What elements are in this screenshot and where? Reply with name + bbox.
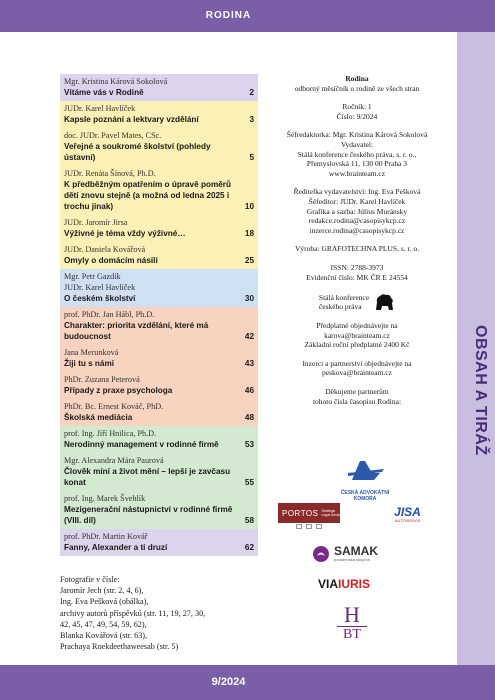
toc-title-row	[64, 114, 254, 125]
toc-author: doc. JUDr. Pavel Mates, CSc.	[64, 131, 162, 140]
toc-title-row	[64, 466, 254, 488]
toc-title-row	[64, 542, 254, 553]
subscription-line: Předplatné objednávejte na	[316, 321, 398, 331]
toc-title-row	[64, 412, 254, 423]
toc-title-row	[64, 504, 254, 526]
issue-number: 9/2024	[211, 676, 246, 688]
ads-email: peskova@brainteam.cz	[321, 368, 392, 378]
credit-line: 42, 45, 47, 49, 54, 59, 62),	[60, 619, 147, 629]
toc-entry	[60, 399, 258, 426]
email-ads: inzerce.rodina@casopisykcp.cz	[309, 225, 405, 235]
ads-line: Inzerci a partnerství objednávejte na	[302, 358, 412, 368]
toc-entry	[60, 453, 258, 491]
viaiuris-part-1: VIA	[318, 577, 339, 591]
samak-tagline: poradenská skupina	[334, 557, 370, 562]
toc-entry	[60, 128, 258, 166]
portos-name: PORTOS	[282, 508, 319, 518]
toc-entry	[60, 307, 258, 345]
toc-title: Mezigenerační nástupnictví v rodinné firmě (VIII. díl)	[64, 505, 233, 525]
chief-editor: Šéfredaktorka: Mgr. Kristina Kárová Sokolová	[286, 130, 428, 140]
toc-title-row	[64, 320, 254, 342]
toc-entry	[60, 372, 258, 399]
toc-page-number: 3	[249, 115, 254, 124]
award-icon	[316, 524, 322, 529]
toc-title: K předběžným opatřením o úpravě poměrů dětí znovu stejně (a možná od ledna 2025 i trochu jinak)	[64, 180, 231, 211]
toc-page-number: 46	[244, 386, 254, 395]
thanks-line-1: Děkujeme partnerům	[325, 387, 389, 397]
toc-author: JUDr. Daniela Kovářová	[64, 245, 146, 254]
toc-author: JUDr. Jaromír Jirsa	[64, 218, 128, 227]
toc-page-number: 58	[244, 516, 254, 525]
toc-author: Mgr. Alexandra Mára Paurová	[64, 456, 164, 465]
toc-title-row	[64, 141, 254, 163]
toc-page-number: 43	[244, 359, 254, 368]
toc-entry	[60, 529, 258, 556]
kcp-logo-text: Stálá konference českého práva	[318, 293, 370, 312]
cak-emblem-icon	[330, 455, 400, 485]
toc-title-row	[64, 179, 254, 212]
samak-name: SAMAK	[334, 544, 378, 558]
toc-author: PhDr. Zuzana Peterová	[64, 375, 140, 384]
kcp-logo	[262, 292, 452, 312]
toc-title: Člověk míní a život mění – lepší je zavčasu konat	[64, 467, 231, 487]
toc-page-number: 30	[244, 294, 254, 303]
jisa-name: JISA	[394, 505, 421, 519]
toc-page-number: 10	[244, 202, 254, 211]
samak-emblem-icon	[312, 545, 330, 563]
toc-title: Veřejné a soukromé školství (pohledy ústavní)	[64, 142, 211, 162]
toc-page-number: 42	[244, 332, 254, 341]
toc-title: Omyly o domácím násilí	[64, 256, 158, 265]
toc-title-row	[64, 293, 254, 304]
cak-logo	[330, 455, 400, 502]
toc-author: Mgr. Petr Gazdík JUDr. Karel Havlíček	[64, 272, 136, 292]
toc-title-row	[64, 228, 254, 239]
section-title: RODINA	[205, 10, 252, 21]
jisa-logo	[385, 506, 430, 528]
hbt-logo	[337, 604, 367, 650]
registration: Evidenční číslo: MK ČR E 24554	[306, 272, 408, 282]
toc-page-number: 53	[244, 440, 254, 449]
toc-entry	[60, 215, 258, 242]
toc-entry	[60, 166, 258, 215]
graphics: Grafika a sazba: Július Muránsky	[306, 206, 408, 216]
toc-title: Výživné je téma vždy výživné…	[64, 229, 186, 238]
toc-title: Případy z praxe psychologa	[64, 386, 173, 395]
thanks-line-2: tohoto čísla časopisu Rodina:	[312, 396, 402, 406]
toc-title-row	[64, 87, 254, 98]
credit-line: Fotografie v čísle:	[60, 575, 120, 584]
toc-title: Charakter: priorita vzdělání, které má budoucnost	[64, 321, 209, 341]
toc-title: Školská mediácia	[64, 413, 133, 422]
toc-entry	[60, 269, 258, 307]
photo-credits	[60, 574, 260, 652]
subscription-email: karova@brainteam.cz	[324, 330, 390, 340]
subscription-price: Základní roční předplatné 2400 Kč	[304, 340, 410, 350]
toc-author: JUDr. Karel Havlíček	[64, 104, 136, 113]
samak-logo	[312, 541, 402, 567]
award-icon	[306, 524, 312, 529]
toc-title: Vítáme vás v Rodině	[64, 88, 144, 97]
hbt-letter-top: H	[344, 602, 360, 627]
toc-author: prof. PhDr. Jan Hábl, Ph.D.	[64, 310, 155, 319]
issn: ISSN: 2788-3973	[330, 262, 384, 272]
toc-page-number: 5	[249, 153, 254, 162]
publisher-web: www.brainteam.cz	[328, 168, 386, 178]
side-tab-label: OBSAH A TIRÁŽ	[472, 324, 489, 456]
toc-title: Žiji tu s námi	[64, 359, 115, 368]
toc-entry	[60, 242, 258, 269]
toc-title-row	[64, 255, 254, 266]
toc-author: prof. Ing. Marek Švehlík	[64, 494, 146, 503]
toc-entry	[60, 491, 258, 529]
jisa-tagline: AUTOSERVIS	[394, 518, 421, 523]
toc-entry	[60, 426, 258, 453]
colophon	[262, 74, 452, 406]
publisher: Stálá konference českého práva, s. r. o.,	[297, 149, 417, 159]
toc-entry	[60, 74, 258, 101]
toc-page-number: 25	[244, 256, 254, 265]
toc-author: Mgr. Kristina Kárová Sokolová	[64, 77, 168, 86]
email-editor: redakce.rodina@casopisykcp.cz	[308, 216, 406, 226]
toc-author: PhDr. Bc. Ernest Kováč, PhD.	[64, 402, 164, 411]
credit-line: archivy autorů příspěvků (str. 11, 19, 27, 30,	[60, 608, 206, 618]
toc-page-number: 18	[244, 229, 254, 238]
toc-entry	[60, 101, 258, 128]
toc-author: Jana Merunková	[64, 348, 119, 357]
toc-title: Fanny, Alexander a ti druzí	[64, 543, 168, 552]
viaiuris-logo	[318, 575, 398, 593]
editor: Šéfeditor: JUDr. Karel Havlíček	[308, 196, 406, 206]
credit-line: Blanka Kovářová (str. 63),	[60, 631, 148, 641]
award-icon	[296, 524, 302, 529]
toc-title: Kapsle poznání a lektvary vzdělání	[64, 115, 199, 124]
issue: Číslo: 9/2024	[336, 111, 378, 121]
table-of-contents	[60, 74, 258, 556]
toc-title-row	[64, 385, 254, 396]
publisher-label: Vydavatel:	[340, 139, 374, 149]
cak-name: ČESKÁ ADVOKÁTNÍ KOMORA	[340, 490, 390, 502]
toc-title-row	[64, 358, 254, 369]
credit-line: Prachaya Roekdeethaweesab (str. 5)	[60, 642, 179, 652]
toc-author: prof. Ing. Jiří Hnilica, Ph.D.	[64, 429, 157, 438]
toc-author: JUDr. Renáta Šínová, Ph.D.	[64, 169, 156, 178]
toc-entry	[60, 345, 258, 372]
toc-title: Nerodinný management v rodinné firmě	[64, 440, 219, 449]
toc-page-number: 48	[244, 413, 254, 422]
viaiuris-part-2: IURIS	[338, 577, 371, 591]
toc-page-number: 62	[244, 543, 254, 552]
portos-tagline: Strategic Legal Advisors	[321, 509, 345, 517]
hbt-letters-bottom: BT	[337, 626, 367, 643]
production: Výroba: GRAFOTECHNA PLUS, s. r. o.	[295, 244, 419, 254]
toc-title: O českém školství	[64, 294, 136, 303]
lion-icon	[373, 292, 395, 312]
toc-author: prof. PhDr. Martin Kovář	[64, 532, 148, 541]
volume: Ročník: 1	[342, 102, 372, 112]
toc-title-row	[64, 439, 254, 450]
portos-awards	[280, 524, 338, 530]
toc-page-number: 2	[249, 88, 254, 97]
magazine-name: Rodina	[345, 74, 369, 83]
credit-line: Jaromír Jech (str. 2, 4, 6),	[60, 586, 144, 596]
toc-page-number: 55	[244, 478, 254, 487]
portos-logo	[278, 503, 345, 523]
publisher-address: Přemyslovská 11, 130 00 Praha 3	[306, 159, 408, 169]
director: Ředitelka vydavatelství: Ing. Eva Pešková	[293, 187, 421, 197]
magazine-subtitle: odborný měsíčník o rodině ze všech stran	[294, 83, 420, 93]
credit-line: Ing. Eva Pešková (obálka),	[60, 597, 149, 607]
